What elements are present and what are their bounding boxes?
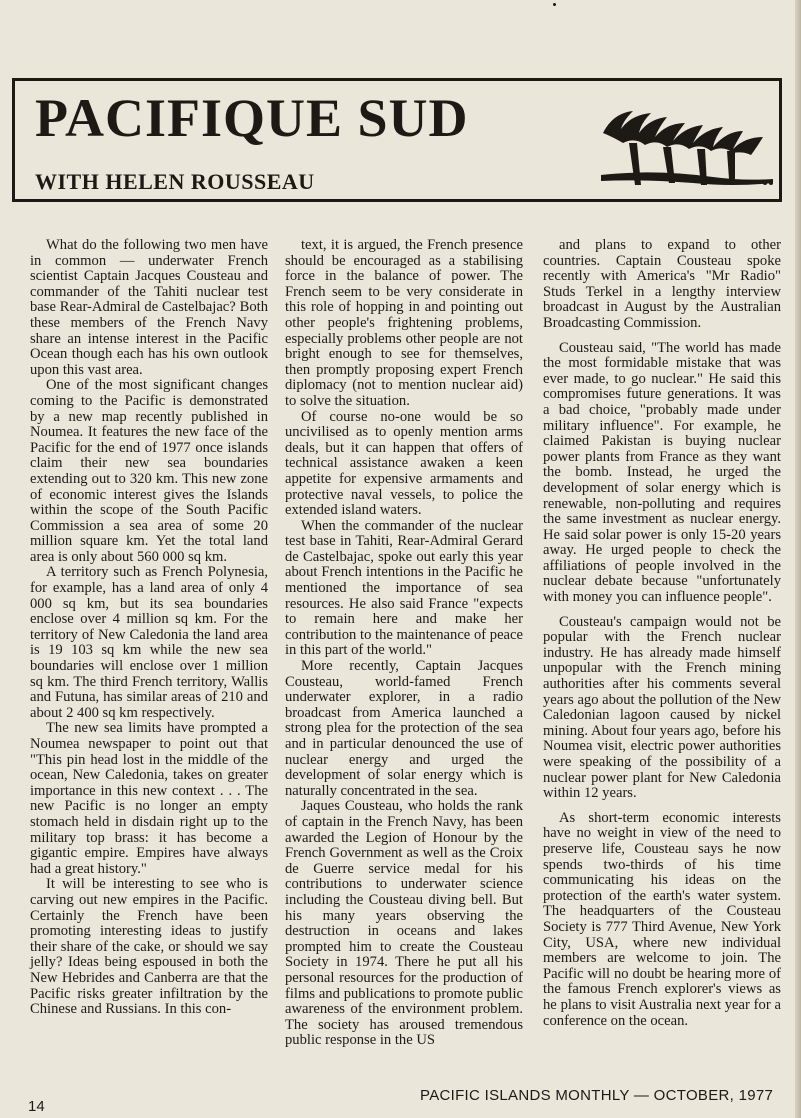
paragraph: When the commander of the nuclear test base in Tahiti, Rear-Admiral Gerard de Castelbajac, spoke out early this year about French intentions in the Pacific he mentioned the importance of sea resources. He also said France "expects to remain here and make her contribution to the maintenance of peace in this part of the world." xyxy=(285,517,523,659)
paragraph: and plans to expand to other countries. Captain Cousteau spoke recently with America's "Mr Radio" Studs Terkel in a lengthy interview broadcast in August by the Australian Broadcasting Commission. xyxy=(543,237,781,331)
text-column-1 xyxy=(30,238,268,1018)
byline: WITH HELEN ROUSSEAU xyxy=(35,169,315,194)
ink-speck xyxy=(553,3,556,6)
paragraph: Cousteau said, "The world has made the most formidable mistake that was ever made, to go nuclear." He said this compromises future generations. It was a bad choice, "probably made under military influence". For example, he claimed Pakistan is buying nuclear power plants from France as they want the bomb. Instead, he urged the development of solar energy which is renewable, non-polluting and requires the same investment as nuclear energy. He said solar power is only 15-20 years away. He urged people to check the affiliations of people involved in the nuclear debate because "unfortunately with money you can influence people". xyxy=(543,339,781,606)
paragraph: What do the following two men have in common — underwater French scientist Captain Jacques Cousteau and commander of the Tahiti nuclear test base Rear-Admiral de Castelbajac? Both these members of the French Navy share an intense interest in the Pacific Ocean though each has his own outlook upon this vast area. xyxy=(30,237,268,378)
paragraph: A territory such as French Polynesia, for example, has a land area of only 4 000 sq km, but its sea boundaries enclose over 4 million sq km. For the territory of New Caledonia the land area is 19 103 sq km while the new sea boundaries will enclose over 1 million sq km. The third French territory, Wallis and Futuna, has similar areas of 210 and about 2 400 sq km respectively. xyxy=(30,564,268,721)
paragraph: As short-term economic interests have no weight in view of the need to preserve life, Cousteau says he now spends two-thirds of his time communicating his ideas on the protection of the earth's water system. The headquarters of the Cousteau Society is 777 Third Avenue, New York City, USA, where new individual members are welcome to join. The Pacific will no doubt be hearing more of the famous French explorer's views as he plans to visit Australia next year for a conference on the ocean. xyxy=(543,809,781,1029)
paragraph: It will be interesting to see who is carving out new empires in the Pacific. Certainly the French have been promoting interesting ideas to justify their share of the cake, or should we say jelly? Ideas being espoused in both the New Hebrides and Canberra are that the Pacific risks greater infiltration by the Chinese and Russians. In this con- xyxy=(30,876,268,1018)
text-column-2 xyxy=(285,238,523,1049)
paragraph: Jaques Cousteau, who holds the rank of captain in the French Navy, has been awarded the Legion of Honour by the French Government as well as the Croix de Guerre service medal for his contributions to underwater science including the Cousteau diving bell. But his many years observing the destruction in oceans and lakes prompted him to create the Cousteau Society in 1974. There he put all his personal resources for the production of films and publications to promote public awareness of the environment problem. The society has aroused tremendous public response in the US xyxy=(285,798,523,1049)
page-number: 14 xyxy=(28,1098,45,1115)
page-edge-shadow xyxy=(795,0,801,1118)
paragraph: Of course no-one would be so uncivilised as to openly mention arms deals, but it can happen that offers of technical assistance awaken a keen appetite for expensive armaments and protective naval vessels, to police the extended island waters. xyxy=(285,408,523,519)
running-footer: PACIFIC ISLANDS MONTHLY — OCTOBER, 1977 xyxy=(420,1087,774,1104)
paragraph: Cousteau's campaign would not be popular with the French nuclear industry. He has already made himself unpopular with the French mining authorities after his comments several years ago about the pollution of the New Caledonian lagoon caused by nickel mining. About four years ago, before his Noumea visit, electric power authorities were speaking of the possibility of a nuclear power plant for New Caledonia within 12 years. xyxy=(543,613,781,802)
paragraph: More recently, Captain Jacques Cousteau, world-famed French underwater explorer, in a radio broadcast from America launched a strong plea for the protection of the sea and in particular denounced the use of nuclear energy and urged the development of solar energy which is naturally concentrated in the sea. xyxy=(285,658,523,799)
paragraph: One of the most significant changes coming to the Pacific is demonstrated by a new map recently published in Noumea. It features the new face of the Pacific for the end of 1977 once islands claim their new sea boundaries extending out to 320 km. This new zone of economic interest gives the Islands within the scope of the South Pacific Commission a sea area of some 20 million square km. Yet the total land area is only about 560 000 sq km. xyxy=(30,377,268,565)
page-title: PACIFIQUE SUD xyxy=(35,88,469,148)
paragraph: text, it is argued, the French presence should be encouraged as a stabilising force in the balance of power. The French seem to be very considerate in this role of hopping in and pointing out other people's frightening problems, especially problems other people are not bright enough to see for themselves, then promptly proposing expert French diplomacy (not to mention nuclear aid) to solve the situation. xyxy=(285,237,523,409)
column-header xyxy=(12,78,782,202)
palm-tree-illustration xyxy=(593,93,779,193)
paragraph: The new sea limits have prompted a Noumea newspaper to point out that "This pin head lost in the middle of the ocean, New Caledonia, takes on greater importance in this new context . . . The new Pacific is no longer an empty stomach held in disdain right up to the military top brass: it has become a gigantic empire. Empires have always had a great history." xyxy=(30,720,268,877)
text-column-3 xyxy=(543,238,781,1029)
